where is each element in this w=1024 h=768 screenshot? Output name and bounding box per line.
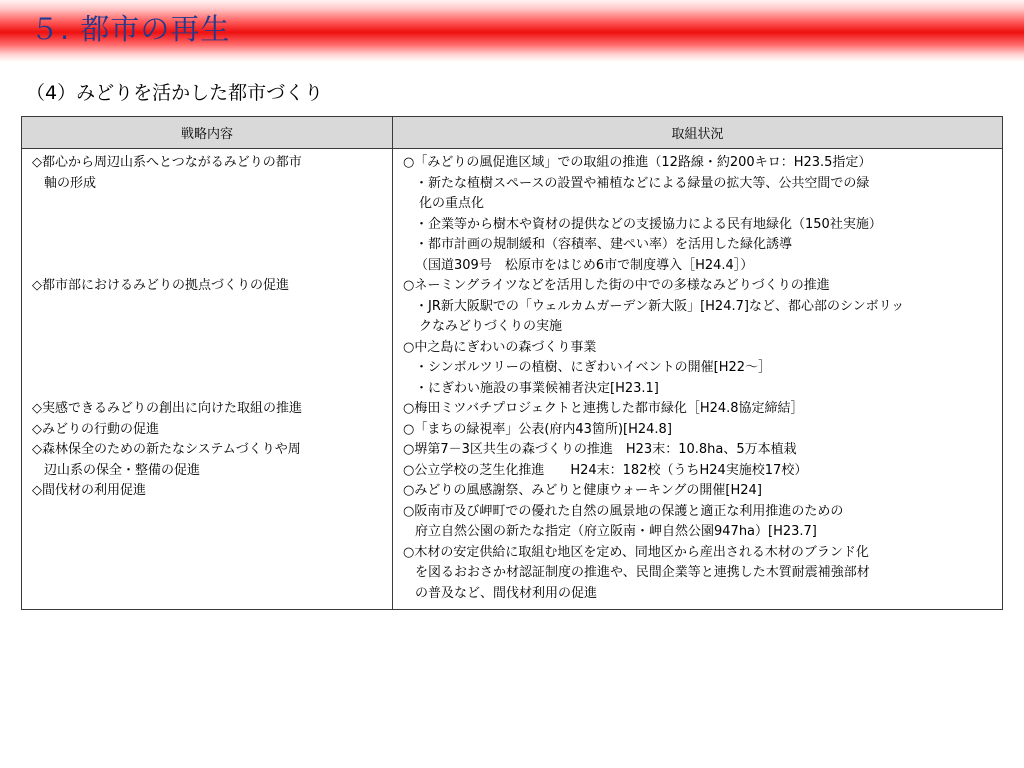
strategy-cell — [22, 149, 393, 610]
status-line: ○「みどりの風促進区域」での取組の推進（12路線・約200キロ：H23.5指定） — [403, 155, 872, 170]
status-line: ・にぎわい施設の事業候補者決定[H23.1] — [415, 380, 659, 396]
status-line: ○ネーミングライツなどを活用した街の中での多様なみどりづくりの推進 — [403, 278, 830, 293]
line-spacer — [22, 317, 392, 338]
status-line: ○中之島にぎわいの森づくり事業 — [403, 339, 597, 355]
status-line: 化の重点化 — [419, 196, 485, 211]
status-line: （国道309号 松原市をはじめ6市で制度導入［H24.4］） — [415, 257, 754, 273]
line-spacer — [22, 358, 392, 379]
status-line: ・JR新大阪駅での「ウェルカムガーデン新大阪」[H24.7]など、都心部のシンボリッ — [415, 298, 905, 314]
status-line: ・新たな植樹スペースの設置や補植などによる緑量の拡大等、公共空間での緑 — [415, 175, 870, 191]
status-line: クなみどりづくりの実施 — [419, 319, 563, 334]
line-spacer — [22, 194, 392, 215]
strategy-line: ◇都市部におけるみどりの拠点づくりの促進 — [32, 278, 289, 293]
status-line: 府立自然公園の新たな指定（府立阪南・岬自然公園947ha）[H23.7] — [415, 524, 817, 539]
strategy-line: ◇みどりの行動の促進 — [32, 421, 159, 437]
strategy-line: ◇間伐材の利用促進 — [32, 483, 146, 498]
status-line: ・企業等から樹木や資材の提供などの支援協力による民有地緑化（150社実施） — [415, 216, 882, 232]
strategy-status-table — [21, 116, 1003, 610]
line-spacer — [22, 235, 392, 256]
strategy-line: 辺山系の保全・整備の促進 — [44, 462, 201, 478]
section-heading: （4）みどりを活かした都市づくり — [26, 82, 324, 104]
header-status: 取組状況 — [393, 117, 1003, 149]
status-line: ○堺第7－3区共生の森づくりの推進 H23末：10.8ha、5万本植栽 — [403, 442, 797, 457]
status-cell — [393, 149, 1003, 610]
status-line: の普及など、間伐材利用の促進 — [415, 585, 598, 601]
page-title: ５. 都市の再生 — [30, 12, 231, 46]
status-line: ○阪南市及び岬町での優れた自然の風景地の保護と適正な利用推進のための — [403, 503, 844, 519]
strategy-line: 軸の形成 — [44, 175, 97, 191]
strategy-line: ◇実感できるみどりの創出に向けた取組の推進 — [32, 401, 302, 416]
line-spacer — [22, 256, 392, 277]
status-line: ○公立学校の芝生化推進 H24末：182校（うちH24実施校17校） — [403, 462, 808, 478]
table-row — [22, 149, 1003, 610]
strategy-line: ◇森林保全のための新たなシステムづくりや周 — [32, 442, 301, 457]
status-line: ・都市計画の規制緩和（容積率、建ぺい率）を活用した緑化誘導 — [415, 237, 793, 252]
status-line: ○梅田ミツバチプロジェクトと連携した都市緑化［H24.8協定締結］ — [403, 401, 804, 416]
table-header-row — [22, 117, 1003, 149]
status-line: を図るおおさか材認証制度の推進や、民間企業等と連携した木質耐震補強部材 — [415, 565, 870, 580]
strategy-line: ◇都心から周辺山系へとつながるみどりの都市 — [32, 155, 302, 170]
status-line: ○「まちの緑視率」公表(府内43箇所)[H24.8] — [403, 421, 672, 437]
status-line: ○木材の安定供給に取組む地区を定め、同地区から産出される木材のブランド化 — [403, 544, 869, 560]
header-strategy: 戦略内容 — [22, 117, 393, 149]
line-spacer — [22, 379, 392, 400]
line-spacer — [22, 215, 392, 236]
line-spacer — [22, 338, 392, 359]
line-spacer — [22, 297, 392, 318]
status-line: ○みどりの風感謝祭、みどりと健康ウォーキングの開催[H24] — [403, 483, 762, 498]
status-line: ・シンボルツリーの植樹、にぎわいイベントの開催[H22～］ — [415, 360, 772, 375]
